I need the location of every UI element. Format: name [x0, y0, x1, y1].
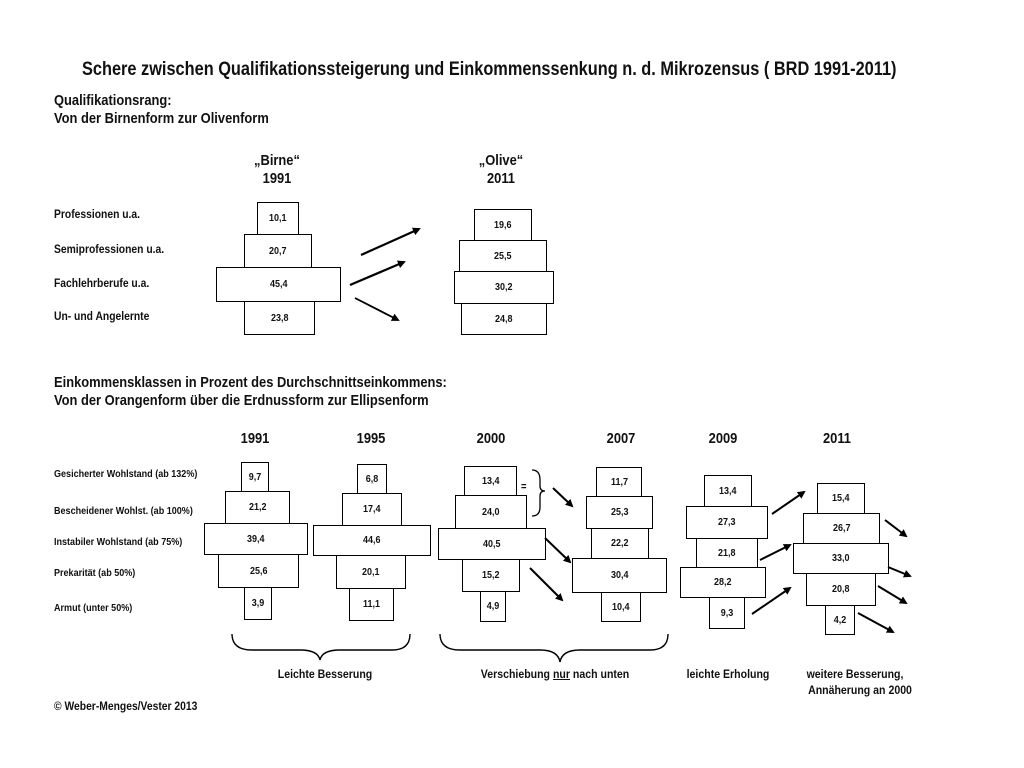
- income-label-gesichert: Gesicherter Wohlstand (ab 132%): [54, 468, 198, 480]
- income-1995-gesichert: 6,8: [357, 464, 387, 494]
- income-1995-bescheiden: 17,4: [342, 493, 402, 526]
- caption-verschiebung-emphasis: nur: [552, 667, 570, 681]
- income-1991-bescheiden: 21,2: [225, 491, 290, 524]
- olive-box-professionen: 19,6: [474, 209, 532, 241]
- brace-2000: [532, 470, 545, 516]
- income-2007-instabil: 22,2: [591, 528, 649, 559]
- year-header-2007: 2007: [606, 430, 636, 447]
- income-2000-gesichert: 13,4: [464, 466, 517, 496]
- arrow-qual-down: [355, 298, 398, 320]
- income-label-armut: Armut (unter 50%): [54, 602, 133, 614]
- income-subheading: Von der Orangenform über die Erdnussform zur Ellipsenform: [54, 392, 429, 409]
- shape1-name: „Birne“: [254, 152, 300, 169]
- income-heading: Einkommensklassen in Prozent des Durchschnittseinkommens:: [54, 374, 447, 391]
- year-header-1991: 1991: [240, 430, 270, 447]
- income-2009-armut: 9,3: [709, 597, 745, 629]
- income-2009-gesichert: 13,4: [704, 475, 752, 507]
- arrow-2009-c: [752, 588, 790, 614]
- income-2000-bescheiden: 24,0: [455, 495, 527, 529]
- income-2011-armut: 4,2: [825, 605, 855, 635]
- arrow-2011-b: [888, 567, 910, 576]
- income-2009-instabil: 21,8: [696, 538, 758, 568]
- qual-subheading: Von der Birnenform zur Olivenform: [54, 110, 269, 127]
- year-header-2009: 2009: [708, 430, 738, 447]
- income-2007-gesichert: 11,7: [596, 467, 642, 497]
- income-2000-instabil: 40,5: [438, 528, 546, 560]
- olive-box-semiprofessionen: 25,5: [459, 240, 547, 272]
- arrow-qual-up-2: [350, 262, 404, 285]
- income-2011-prekaritaet: 20,8: [806, 573, 876, 606]
- shape2-name: „Olive“: [478, 152, 524, 169]
- shape1-year: 1991: [262, 170, 292, 187]
- income-label-bescheiden: Bescheidener Wohlst. (ab 100%): [54, 505, 193, 517]
- arrow-2000-c: [530, 568, 562, 600]
- caption-leichte-erholung: leichte Erholung: [686, 667, 770, 681]
- qual-label-professionen: Professionen u.a.: [54, 207, 141, 221]
- olive-box-ungelernte: 24,8: [461, 303, 547, 335]
- income-2011-instabil: 33,0: [793, 543, 889, 574]
- arrow-2000-b: [545, 538, 570, 562]
- arrow-qual-up-1: [361, 229, 419, 255]
- arrow-2011-c: [878, 586, 906, 603]
- year-header-1995: 1995: [356, 430, 386, 447]
- income-2007-armut: 10,4: [601, 592, 641, 622]
- income-2011-bescheiden: 26,7: [803, 513, 880, 544]
- caption-annaeherung: Annäherung an 2000: [808, 683, 912, 697]
- arrow-2000-a: [553, 488, 572, 506]
- equals-sign: =: [521, 481, 527, 493]
- income-2000-armut: 4,9: [480, 591, 506, 622]
- qual-label-semiprofessionen: Semiprofessionen u.a.: [54, 242, 165, 256]
- income-2009-bescheiden: 27,3: [686, 506, 768, 539]
- olive-box-fachlehrberufe: 30,2: [454, 271, 554, 304]
- year-header-2000: 2000: [476, 430, 506, 447]
- income-1991-prekaritaet: 25,6: [218, 554, 299, 588]
- birne-box-fachlehrberufe: 45,4: [216, 267, 341, 302]
- income-1991-instabil: 39,4: [204, 523, 308, 555]
- arrow-2009-a: [772, 492, 804, 514]
- caption-verschiebung: Verschiebung nur nach unten: [480, 667, 630, 681]
- income-label-instabil: Instabiler Wohlstand (ab 75%): [54, 536, 183, 548]
- income-1991-gesichert: 9,7: [241, 462, 269, 492]
- arrow-2011-d: [858, 613, 893, 632]
- income-2007-prekaritaet: 30,4: [572, 558, 667, 593]
- page-title: Schere zwischen Qualifikationssteigerung und Einkommenssenkung n. d. Mikrozensus ( BRD 1991-2011): [82, 59, 897, 80]
- qual-label-fachlehrberufe: Fachlehrberufe u.a.: [54, 276, 150, 290]
- year-header-2011: 2011: [822, 430, 851, 447]
- income-1991-armut: 3,9: [244, 587, 272, 620]
- income-label-prekaritaet: Prekarität (ab 50%): [54, 567, 136, 579]
- qual-heading: Qualifikationsrang:: [54, 92, 172, 109]
- brace-bottom-right: [440, 634, 668, 662]
- income-2000-prekaritaet: 15,2: [462, 559, 520, 592]
- brace-bottom-left: [232, 634, 410, 660]
- caption-weitere-besserung: weitere Besserung,: [806, 667, 904, 681]
- qual-label-ungelernte: Un- und Angelernte: [54, 309, 150, 323]
- birne-box-semiprofessionen: 20,7: [244, 234, 312, 268]
- income-1995-armut: 11,1: [349, 588, 394, 621]
- income-2009-prekaritaet: 28,2: [680, 567, 766, 598]
- birne-box-ungelernte: 23,8: [244, 301, 315, 335]
- copyright: © Weber-Menges/Vester 2013: [54, 699, 198, 713]
- arrow-2009-b: [760, 545, 790, 560]
- arrow-2011-a: [885, 520, 906, 536]
- caption-leichte-besserung: Leichte Besserung: [277, 667, 373, 681]
- birne-box-professionen: 10,1: [257, 202, 299, 235]
- income-1995-instabil: 44,6: [313, 525, 431, 556]
- income-1995-prekaritaet: 20,1: [336, 555, 406, 589]
- income-2011-gesichert: 15,4: [817, 483, 865, 514]
- income-2007-bescheiden: 25,3: [586, 496, 653, 529]
- shape2-year: 2011: [486, 170, 515, 187]
